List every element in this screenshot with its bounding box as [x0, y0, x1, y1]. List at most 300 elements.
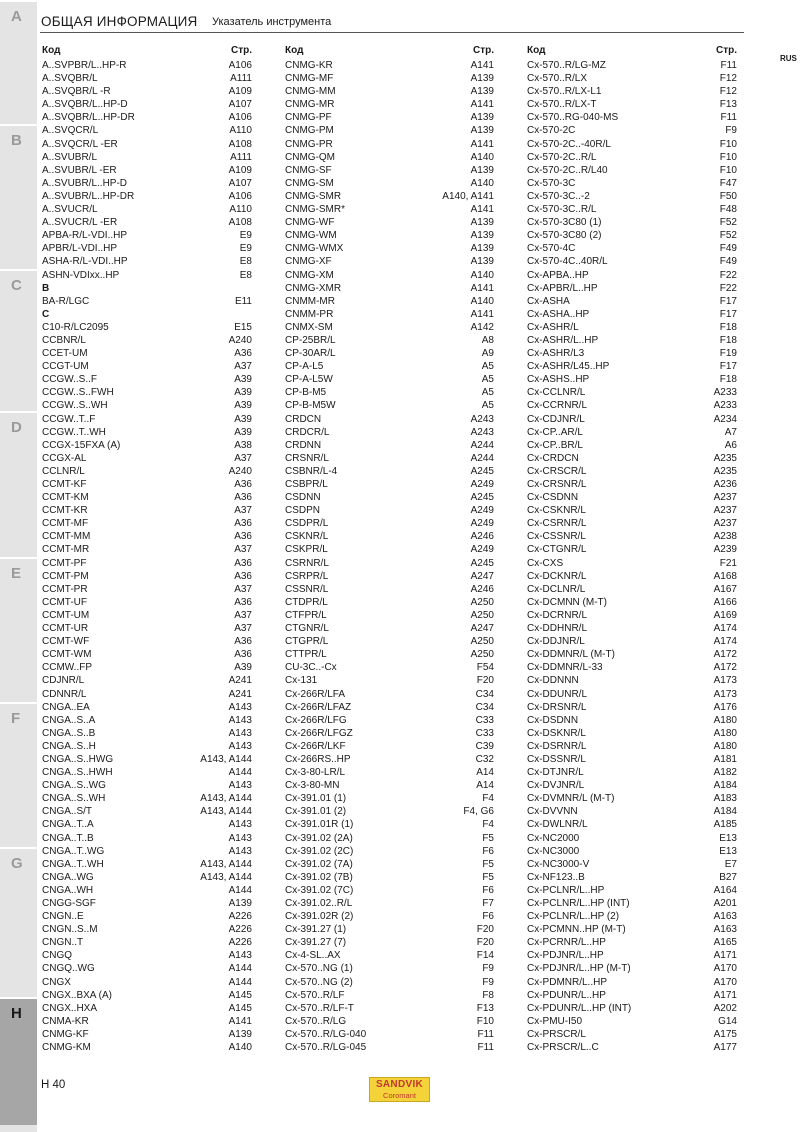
page-ref[interactable]: A36 — [234, 557, 252, 569]
page-ref[interactable]: A234 — [713, 413, 737, 425]
page-ref[interactable]: A139 — [470, 125, 494, 137]
index-row — [527, 164, 737, 177]
tool-code: Cx-APBR/L..HP — [527, 282, 598, 294]
page-ref[interactable]: F49 — [719, 256, 737, 268]
page-ref[interactable]: A139 — [470, 86, 494, 98]
index-row — [285, 504, 494, 517]
page-ref[interactable]: F6 — [482, 911, 494, 923]
tab-e[interactable] — [0, 557, 37, 685]
page-ref[interactable]: F13 — [719, 99, 737, 111]
tool-code: CCMT-PF — [42, 557, 87, 569]
tab-c[interactable] — [0, 269, 37, 397]
page-ref[interactable]: A109 — [228, 164, 252, 176]
index-row — [42, 439, 252, 452]
page-ref[interactable]: F22 — [719, 269, 737, 281]
page-ref[interactable]: A143 — [228, 845, 252, 857]
tool-code: A..SVUBR/L — [42, 151, 98, 163]
page-ref[interactable]: A180 — [713, 740, 737, 752]
page-ref[interactable]: A110 — [229, 125, 252, 137]
page-ref[interactable]: A180 — [713, 714, 737, 726]
index-row — [527, 923, 737, 936]
page-ref[interactable]: A143 — [228, 832, 252, 844]
index-row — [42, 229, 252, 242]
page-ref[interactable]: A139 — [470, 243, 494, 255]
page-ref[interactable]: F4 — [482, 819, 494, 831]
page-ref[interactable]: A184 — [713, 780, 737, 792]
page-ref[interactable]: A170 — [713, 963, 737, 975]
index-row — [527, 845, 737, 858]
page-ref[interactable]: A106 — [228, 60, 252, 71]
page-ref[interactable]: A249 — [470, 544, 494, 556]
page-ref[interactable]: A39 — [234, 387, 252, 399]
page-ref[interactable]: A107 — [228, 99, 252, 111]
index-row — [42, 269, 252, 282]
tool-code: Cx-ASHA — [527, 295, 570, 307]
page-ref[interactable]: C33 — [475, 727, 494, 739]
tool-code: CCMT-KR — [42, 505, 88, 517]
index-row — [42, 138, 252, 151]
page-ref[interactable]: F9 — [482, 963, 494, 975]
page-ref[interactable]: A5 — [481, 387, 494, 399]
tool-code: CNMG-MF — [285, 73, 334, 85]
index-row — [527, 661, 737, 674]
page-ref[interactable]: A107 — [228, 177, 252, 189]
tab-b[interactable] — [0, 124, 37, 252]
page-ref[interactable]: A202 — [713, 1002, 737, 1014]
page-ref[interactable]: A166 — [713, 596, 737, 608]
tool-code: CNGX — [42, 976, 71, 988]
page-ref[interactable]: A139 — [470, 112, 494, 124]
page-ref[interactable]: F12 — [719, 73, 737, 85]
index-row — [42, 177, 252, 190]
index-row — [42, 701, 252, 714]
page-ref[interactable]: A36 — [234, 531, 252, 543]
page-ref[interactable]: A244 — [470, 452, 494, 464]
page-ref[interactable]: E7 — [724, 858, 737, 870]
page-ref[interactable]: A249 — [470, 505, 494, 517]
page-ref[interactable]: A143 — [228, 701, 252, 713]
page-ref[interactable]: A36 — [234, 492, 252, 504]
page-ref[interactable]: A141 — [470, 282, 494, 294]
index-row — [527, 884, 737, 897]
page-ref[interactable]: A139 — [470, 164, 494, 176]
index-row — [285, 832, 494, 845]
page-ref[interactable]: A143 — [228, 740, 252, 752]
page-ref[interactable]: F54 — [476, 662, 494, 674]
page-ref[interactable]: F7 — [482, 898, 494, 909]
page-ref[interactable]: F4 — [482, 793, 494, 805]
page-ref[interactable]: A141 — [470, 204, 494, 216]
page-ref[interactable]: A140 — [470, 269, 494, 281]
page-ref[interactable]: A241 — [228, 675, 252, 687]
page-ref[interactable]: A7 — [724, 426, 737, 438]
page-ref[interactable]: F6 — [482, 884, 494, 896]
page-ref[interactable]: A243 — [470, 413, 494, 425]
page-ref[interactable]: A143, A144 — [200, 753, 252, 765]
page-ref[interactable]: A144 — [228, 976, 252, 988]
index-row — [42, 753, 252, 766]
page-ref[interactable]: A240 — [228, 334, 252, 346]
page-ref[interactable]: A39 — [234, 374, 252, 386]
page-ref[interactable]: A247 — [470, 623, 494, 635]
page-ref[interactable]: A167 — [713, 583, 737, 595]
tool-code: A..SVQBR/L..HP-DR — [42, 112, 135, 124]
page-ref[interactable]: A111 — [230, 73, 252, 85]
page-ref[interactable]: F11 — [477, 1028, 494, 1040]
page-ref[interactable]: A174 — [713, 623, 737, 635]
page-ref[interactable]: F52 — [719, 217, 737, 229]
page-ref[interactable]: A236 — [713, 479, 737, 490]
page-ref[interactable]: A170 — [713, 976, 737, 988]
index-row — [527, 779, 737, 792]
index-row — [527, 426, 737, 439]
page-ref[interactable]: A110 — [229, 204, 252, 216]
page-ref[interactable]: A239 — [713, 544, 737, 556]
tool-code: CCGW..S..FWH — [42, 387, 114, 399]
page-ref[interactable]: F10 — [476, 1015, 494, 1027]
page-ref[interactable]: F19 — [719, 348, 737, 360]
page-ref[interactable]: F5 — [482, 858, 494, 870]
page-ref[interactable]: A247 — [470, 570, 494, 582]
page-ref[interactable]: A244 — [470, 439, 494, 451]
column-header — [285, 45, 494, 59]
page-ref[interactable]: A143 — [228, 714, 252, 726]
page-ref[interactable]: A5 — [481, 374, 494, 386]
page-ref[interactable]: A36 — [234, 636, 252, 648]
tool-code: Cx-570-2C — [527, 125, 576, 137]
index-row — [285, 360, 494, 373]
index-row — [527, 832, 737, 845]
page-ref[interactable]: A36 — [234, 649, 252, 661]
page-ref[interactable]: E8 — [239, 256, 252, 268]
index-row — [527, 766, 737, 779]
index-row — [527, 1015, 737, 1028]
page-ref[interactable]: A181 — [713, 753, 737, 765]
tool-code: CTGPR/L — [285, 636, 329, 648]
page-ref[interactable]: A139 — [470, 217, 494, 229]
index-row — [527, 674, 737, 687]
page-ref[interactable]: A183 — [713, 793, 737, 805]
index-row — [285, 452, 494, 465]
page-ref[interactable]: A37 — [234, 544, 252, 556]
page-ref[interactable]: A240 — [228, 465, 252, 477]
index-row — [527, 753, 737, 766]
page-ref[interactable]: A237 — [713, 505, 737, 517]
index-row — [285, 321, 494, 334]
page-ref[interactable]: A245 — [470, 465, 494, 477]
page-ref[interactable]: A246 — [470, 583, 494, 595]
page-ref[interactable]: A145 — [228, 989, 252, 1001]
page-ref[interactable]: A140 — [470, 177, 494, 189]
page-ref[interactable]: A171 — [713, 950, 737, 962]
tool-code: Cx-391.02 (7B) — [285, 871, 353, 883]
page-ref[interactable]: F21 — [719, 557, 737, 569]
page-ref[interactable]: A250 — [470, 609, 494, 621]
page-ref[interactable]: A38 — [234, 439, 252, 451]
tab-h[interactable] — [0, 997, 37, 1125]
page-ref[interactable]: A185 — [713, 819, 737, 831]
page-ref[interactable]: F52 — [719, 230, 737, 242]
page-ref[interactable]: B27 — [719, 871, 737, 883]
page-ref[interactable]: A238 — [713, 531, 737, 543]
page-ref[interactable]: A36 — [234, 596, 252, 608]
page-ref[interactable]: A145 — [228, 1002, 252, 1014]
page-ref[interactable]: A243 — [470, 426, 494, 438]
page-ref[interactable]: A245 — [470, 557, 494, 569]
page-ref[interactable]: A9 — [481, 348, 494, 360]
page-ref[interactable]: F22 — [719, 282, 737, 294]
page-ref[interactable]: F14 — [476, 950, 494, 962]
page-ref[interactable]: A173 — [713, 675, 737, 687]
tool-code: CDNNR/L — [42, 688, 87, 700]
page-ref[interactable]: C39 — [475, 740, 494, 752]
page-ref[interactable]: E13 — [719, 832, 737, 844]
page-ref[interactable]: A140, A141 — [442, 190, 494, 202]
tool-code: APBA-R/L-VDI..HP — [42, 230, 128, 242]
page-ref[interactable]: A163 — [713, 911, 737, 923]
page-ref[interactable]: C34 — [475, 701, 494, 713]
page-ref[interactable]: A8 — [481, 334, 494, 346]
tool-code: CCMT-WF — [42, 636, 90, 648]
page-ref[interactable]: A169 — [713, 609, 737, 621]
page-ref[interactable]: A37 — [234, 361, 252, 373]
page-ref[interactable]: A250 — [470, 636, 494, 648]
page-ref[interactable]: A143 — [228, 950, 252, 962]
page-ref[interactable]: A140 — [470, 151, 494, 163]
page-ref[interactable]: E8 — [239, 269, 252, 281]
index-row — [42, 845, 252, 858]
page-ref[interactable]: F17 — [719, 308, 737, 320]
tool-code: CRDCR/L — [285, 426, 330, 438]
page-ref[interactable]: A177 — [713, 1042, 737, 1054]
page-ref[interactable]: F12 — [719, 86, 737, 98]
page-ref[interactable]: A139 — [228, 898, 252, 909]
page-ref[interactable]: A37 — [234, 609, 252, 621]
page-ref[interactable]: C33 — [475, 714, 494, 726]
page-ref[interactable]: F18 — [719, 374, 737, 386]
page-ref[interactable]: F18 — [719, 334, 737, 346]
page-ref[interactable]: F5 — [482, 832, 494, 844]
page-ref[interactable]: A139 — [228, 1028, 252, 1040]
tool-code: Cx-DCMNN (M-T) — [527, 596, 607, 608]
page-ref[interactable]: A250 — [470, 596, 494, 608]
page-ref[interactable]: A37 — [234, 623, 252, 635]
page-ref[interactable]: A246 — [470, 531, 494, 543]
tool-code: Cx-391.02 (7C) — [285, 884, 354, 896]
page-ref[interactable]: A106 — [228, 112, 252, 124]
tool-code: CSDNN — [285, 492, 321, 504]
page-ref[interactable]: A249 — [470, 518, 494, 530]
page-ref[interactable]: F20 — [476, 675, 494, 687]
tab-a[interactable] — [0, 0, 37, 128]
tool-code: CCET-UM — [42, 348, 88, 360]
page-ref[interactable]: A165 — [713, 937, 737, 949]
tool-code: CSDPN — [285, 505, 321, 517]
tool-code: CNGQ..WG — [42, 963, 95, 975]
page-ref[interactable]: A140 — [470, 295, 494, 307]
page-ref[interactable]: A143 — [228, 727, 252, 739]
page-ref[interactable]: A106 — [228, 190, 252, 202]
page-ref[interactable]: A143 — [228, 819, 252, 831]
page-ref[interactable]: A237 — [713, 518, 737, 530]
page-ref[interactable]: A172 — [713, 662, 737, 674]
page-ref[interactable]: A180 — [713, 727, 737, 739]
page-ref[interactable]: A39 — [234, 426, 252, 438]
page-ref[interactable]: C32 — [475, 753, 494, 765]
page-ref[interactable]: A108 — [228, 138, 252, 150]
page-ref[interactable]: A226 — [228, 911, 252, 923]
index-row — [285, 85, 494, 98]
page-ref[interactable]: A175 — [713, 1028, 737, 1040]
page-ref[interactable]: A37 — [234, 452, 252, 464]
index-row — [285, 242, 494, 255]
page-ref[interactable]: A233 — [713, 387, 737, 399]
page-ref[interactable]: E9 — [239, 230, 252, 242]
page-ref[interactable]: A235 — [713, 465, 737, 477]
tab-d[interactable] — [0, 411, 37, 539]
page-ref[interactable]: A174 — [713, 636, 737, 648]
page-ref[interactable]: A39 — [234, 413, 252, 425]
page-ref[interactable]: E11 — [234, 295, 252, 307]
page-ref[interactable]: F6 — [482, 845, 494, 857]
tool-code: A..SVUBR/L -ER — [42, 164, 117, 176]
page-ref[interactable]: A5 — [481, 361, 494, 373]
index-row — [42, 936, 252, 949]
tool-code: Cx-266R/LKF — [285, 740, 346, 752]
page-ref[interactable]: A235 — [713, 452, 737, 464]
page-ref[interactable]: A109 — [228, 86, 252, 98]
page-ref[interactable]: F10 — [719, 164, 737, 176]
page-ref[interactable]: A141 — [470, 308, 494, 320]
page-ref[interactable]: F13 — [476, 1002, 494, 1014]
page-ref[interactable]: F17 — [719, 361, 737, 373]
page-ref[interactable]: F10 — [719, 151, 737, 163]
index-row — [42, 1015, 252, 1028]
index-row — [42, 164, 252, 177]
page-ref[interactable]: F5 — [482, 871, 494, 883]
tab-label: F — [11, 710, 21, 727]
page-ref[interactable]: F20 — [476, 924, 494, 936]
page-ref[interactable]: A5 — [481, 400, 494, 412]
page-ref[interactable]: A14 — [476, 780, 494, 792]
page-ref[interactable]: A36 — [234, 479, 252, 490]
page-ref[interactable]: A6 — [724, 439, 737, 451]
page-ref[interactable]: A144 — [228, 767, 252, 779]
index-row — [42, 295, 252, 308]
page-ref[interactable]: A182 — [713, 767, 737, 779]
page-ref[interactable]: F9 — [725, 125, 737, 137]
page-ref[interactable]: C34 — [475, 688, 494, 700]
page-ref[interactable]: A233 — [713, 400, 737, 412]
page-ref[interactable]: F11 — [477, 1042, 494, 1054]
page-ref[interactable]: A237 — [713, 492, 737, 504]
page-ref[interactable]: F50 — [719, 190, 737, 202]
page-ref[interactable]: A172 — [713, 649, 737, 661]
page-ref[interactable]: E9 — [239, 243, 252, 255]
page-ref[interactable]: A139 — [470, 230, 494, 242]
page-ref[interactable]: A171 — [713, 989, 737, 1001]
page-ref[interactable]: A226 — [228, 937, 252, 949]
page-ref[interactable]: A14 — [476, 767, 494, 779]
page-ref[interactable]: F17 — [719, 295, 737, 307]
page-ref[interactable]: F8 — [482, 989, 494, 1001]
page-ref[interactable]: E13 — [719, 845, 737, 857]
page-header: Стр. — [472, 45, 494, 56]
page-ref[interactable]: A142 — [470, 321, 494, 333]
page-ref[interactable]: A143, A144 — [200, 806, 252, 818]
tab-g[interactable] — [0, 847, 37, 975]
page-ref[interactable]: A36 — [234, 518, 252, 530]
page-ref[interactable]: A164 — [713, 884, 737, 896]
page-ref[interactable]: F47 — [719, 177, 737, 189]
index-row — [42, 635, 252, 648]
page-ref[interactable]: A249 — [470, 479, 494, 490]
page-ref[interactable]: A36 — [234, 348, 252, 360]
page-ref[interactable]: A39 — [234, 662, 252, 674]
tool-code: Cx-570-3C — [527, 177, 576, 189]
page-ref[interactable]: A36 — [234, 570, 252, 582]
page-ref[interactable]: A241 — [228, 688, 252, 700]
page-ref[interactable]: A139 — [470, 73, 494, 85]
page-ref[interactable]: A39 — [234, 400, 252, 412]
page-ref[interactable]: F4, G6 — [463, 806, 494, 818]
page-ref[interactable]: A37 — [234, 583, 252, 595]
page-ref[interactable]: A141 — [470, 138, 494, 150]
page-ref[interactable]: A141 — [470, 60, 494, 71]
page-ref[interactable]: A226 — [228, 924, 252, 936]
page-ref[interactable]: F10 — [719, 138, 737, 150]
page-ref[interactable]: A173 — [713, 688, 737, 700]
page-ref[interactable]: A168 — [713, 570, 737, 582]
index-row — [285, 111, 494, 124]
page-ref[interactable]: E15 — [234, 321, 252, 333]
page-ref[interactable]: F9 — [482, 976, 494, 988]
page-ref[interactable]: A143, A144 — [200, 858, 252, 870]
page-ref[interactable]: A143, A144 — [200, 871, 252, 883]
page-ref[interactable]: A163 — [713, 924, 737, 936]
tool-code: Cx-570-3C80 (1) — [527, 217, 602, 229]
page-ref[interactable]: A245 — [470, 492, 494, 504]
page-ref[interactable]: F11 — [720, 60, 737, 71]
page-ref[interactable]: F48 — [719, 204, 737, 216]
page-ref[interactable]: A144 — [228, 963, 252, 975]
tool-code: Cx-DCKNR/L — [527, 570, 587, 582]
page-ref[interactable]: G14 — [718, 1015, 737, 1027]
page-ref[interactable]: A108 — [228, 217, 252, 229]
tool-code: Cx-266RS..HP — [285, 753, 351, 765]
page-ref[interactable]: A37 — [234, 505, 252, 517]
page-ref[interactable]: F20 — [476, 937, 494, 949]
page-ref[interactable]: A250 — [470, 649, 494, 661]
page-ref[interactable]: A144 — [228, 884, 252, 896]
page-ref[interactable]: A184 — [713, 806, 737, 818]
page-ref[interactable]: F11 — [720, 112, 737, 124]
page-ref[interactable]: A141 — [228, 1015, 252, 1027]
page-ref[interactable]: A139 — [470, 256, 494, 268]
tool-code: Cx-PCLNR/L..HP (INT) — [527, 898, 630, 909]
tool-code: Cx-4-SL..AX — [285, 950, 341, 962]
page-ref[interactable]: A143, A144 — [200, 793, 252, 805]
page-ref[interactable]: A176 — [713, 701, 737, 713]
page-ref[interactable]: A140 — [228, 1042, 252, 1054]
tab-f[interactable] — [0, 702, 37, 830]
page-ref[interactable]: A141 — [470, 99, 494, 111]
page-ref[interactable]: F18 — [719, 321, 737, 333]
page-ref[interactable]: F49 — [719, 243, 737, 255]
page-ref[interactable]: A111 — [230, 151, 252, 163]
page-ref[interactable]: A201 — [713, 898, 737, 909]
page-ref[interactable]: A143 — [228, 780, 252, 792]
